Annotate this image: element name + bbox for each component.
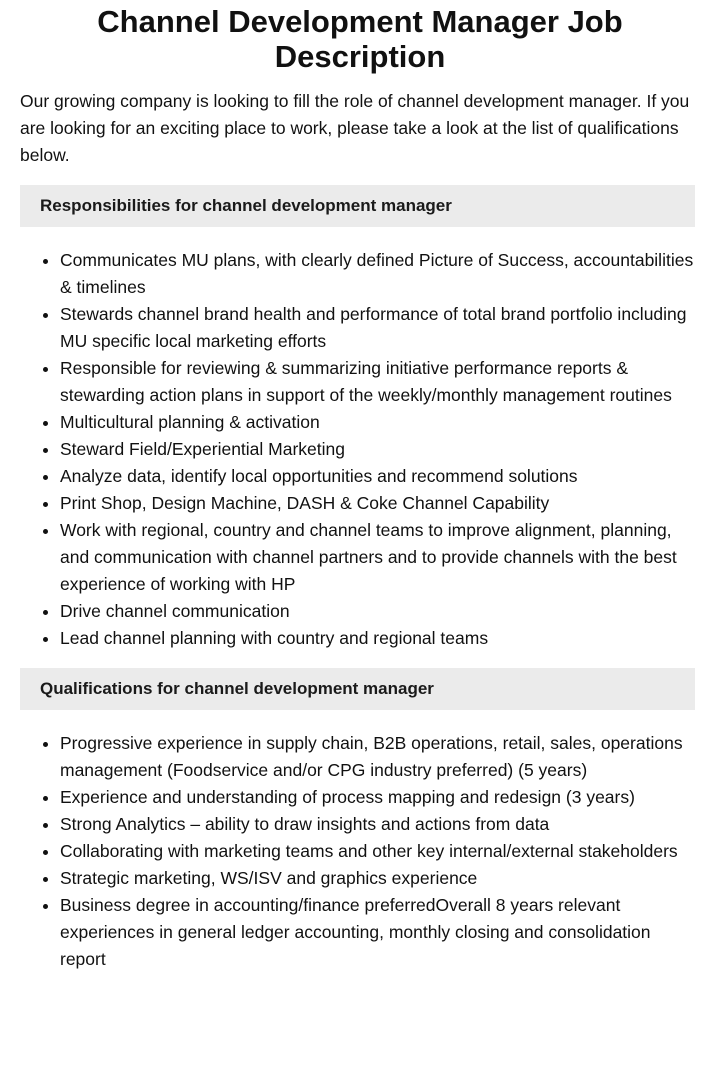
list-item: • Experience and understanding of process mapping and redesign (3 years) — [60, 784, 695, 811]
list-item: • Strong Analytics – ability to draw insights and actions from data — [60, 811, 695, 838]
list-item: • Print Shop, Design Machine, DASH & Coke Channel Capability — [60, 490, 695, 517]
list-item: • Multicultural planning & activation — [60, 409, 695, 436]
qualifications-list — [20, 730, 695, 973]
list-item: • Drive channel communication — [60, 598, 695, 625]
list-item: • Collaborating with marketing teams and other key internal/external stakeholders — [60, 838, 695, 865]
list-item: • Analyze data, identify local opportunities and recommend solutions — [60, 463, 695, 490]
list-item: • Progressive experience in supply chain, B2B operations, retail, sales, operations management (Foodservice and/or CPG industry preferred) (5 years) — [60, 730, 695, 784]
intro-paragraph: Our growing company is looking to fill the role of channel development manager. If you are looking for an exciting place to work, please take a look at the list of qualifications below. — [20, 91, 690, 165]
list-item: • Strategic marketing, WS/ISV and graphics experience — [60, 865, 695, 892]
responsibilities-heading: Responsibilities for channel development manager — [20, 185, 695, 227]
list-item: • Responsible for reviewing & summarizing initiative performance reports & stewarding action plans in support of the weekly/monthly management routines — [60, 355, 695, 409]
list-item: • Steward Field/Experiential Marketing — [60, 436, 695, 463]
list-item: • Lead channel planning with country and regional teams — [60, 625, 695, 652]
list-item: • Communicates MU plans, with clearly defined Picture of Success, accountabilities & timelines — [60, 247, 695, 301]
list-item: • Work with regional, country and channel teams to improve alignment, planning, and communication with channel partners and to provide channels with the best experience of working with HP — [60, 517, 695, 598]
page-title: Channel Development Manager Job Description — [97, 4, 623, 74]
list-item: • Stewards channel brand health and performance of total brand portfolio including MU specific local marketing efforts — [60, 301, 695, 355]
responsibilities-list — [20, 247, 695, 652]
qualifications-heading: Qualifications for channel development manager — [20, 668, 695, 710]
list-item: • Business degree in accounting/finance preferredOverall 8 years relevant experiences in general ledger accounting, monthly closing and consolidation report — [60, 892, 695, 973]
